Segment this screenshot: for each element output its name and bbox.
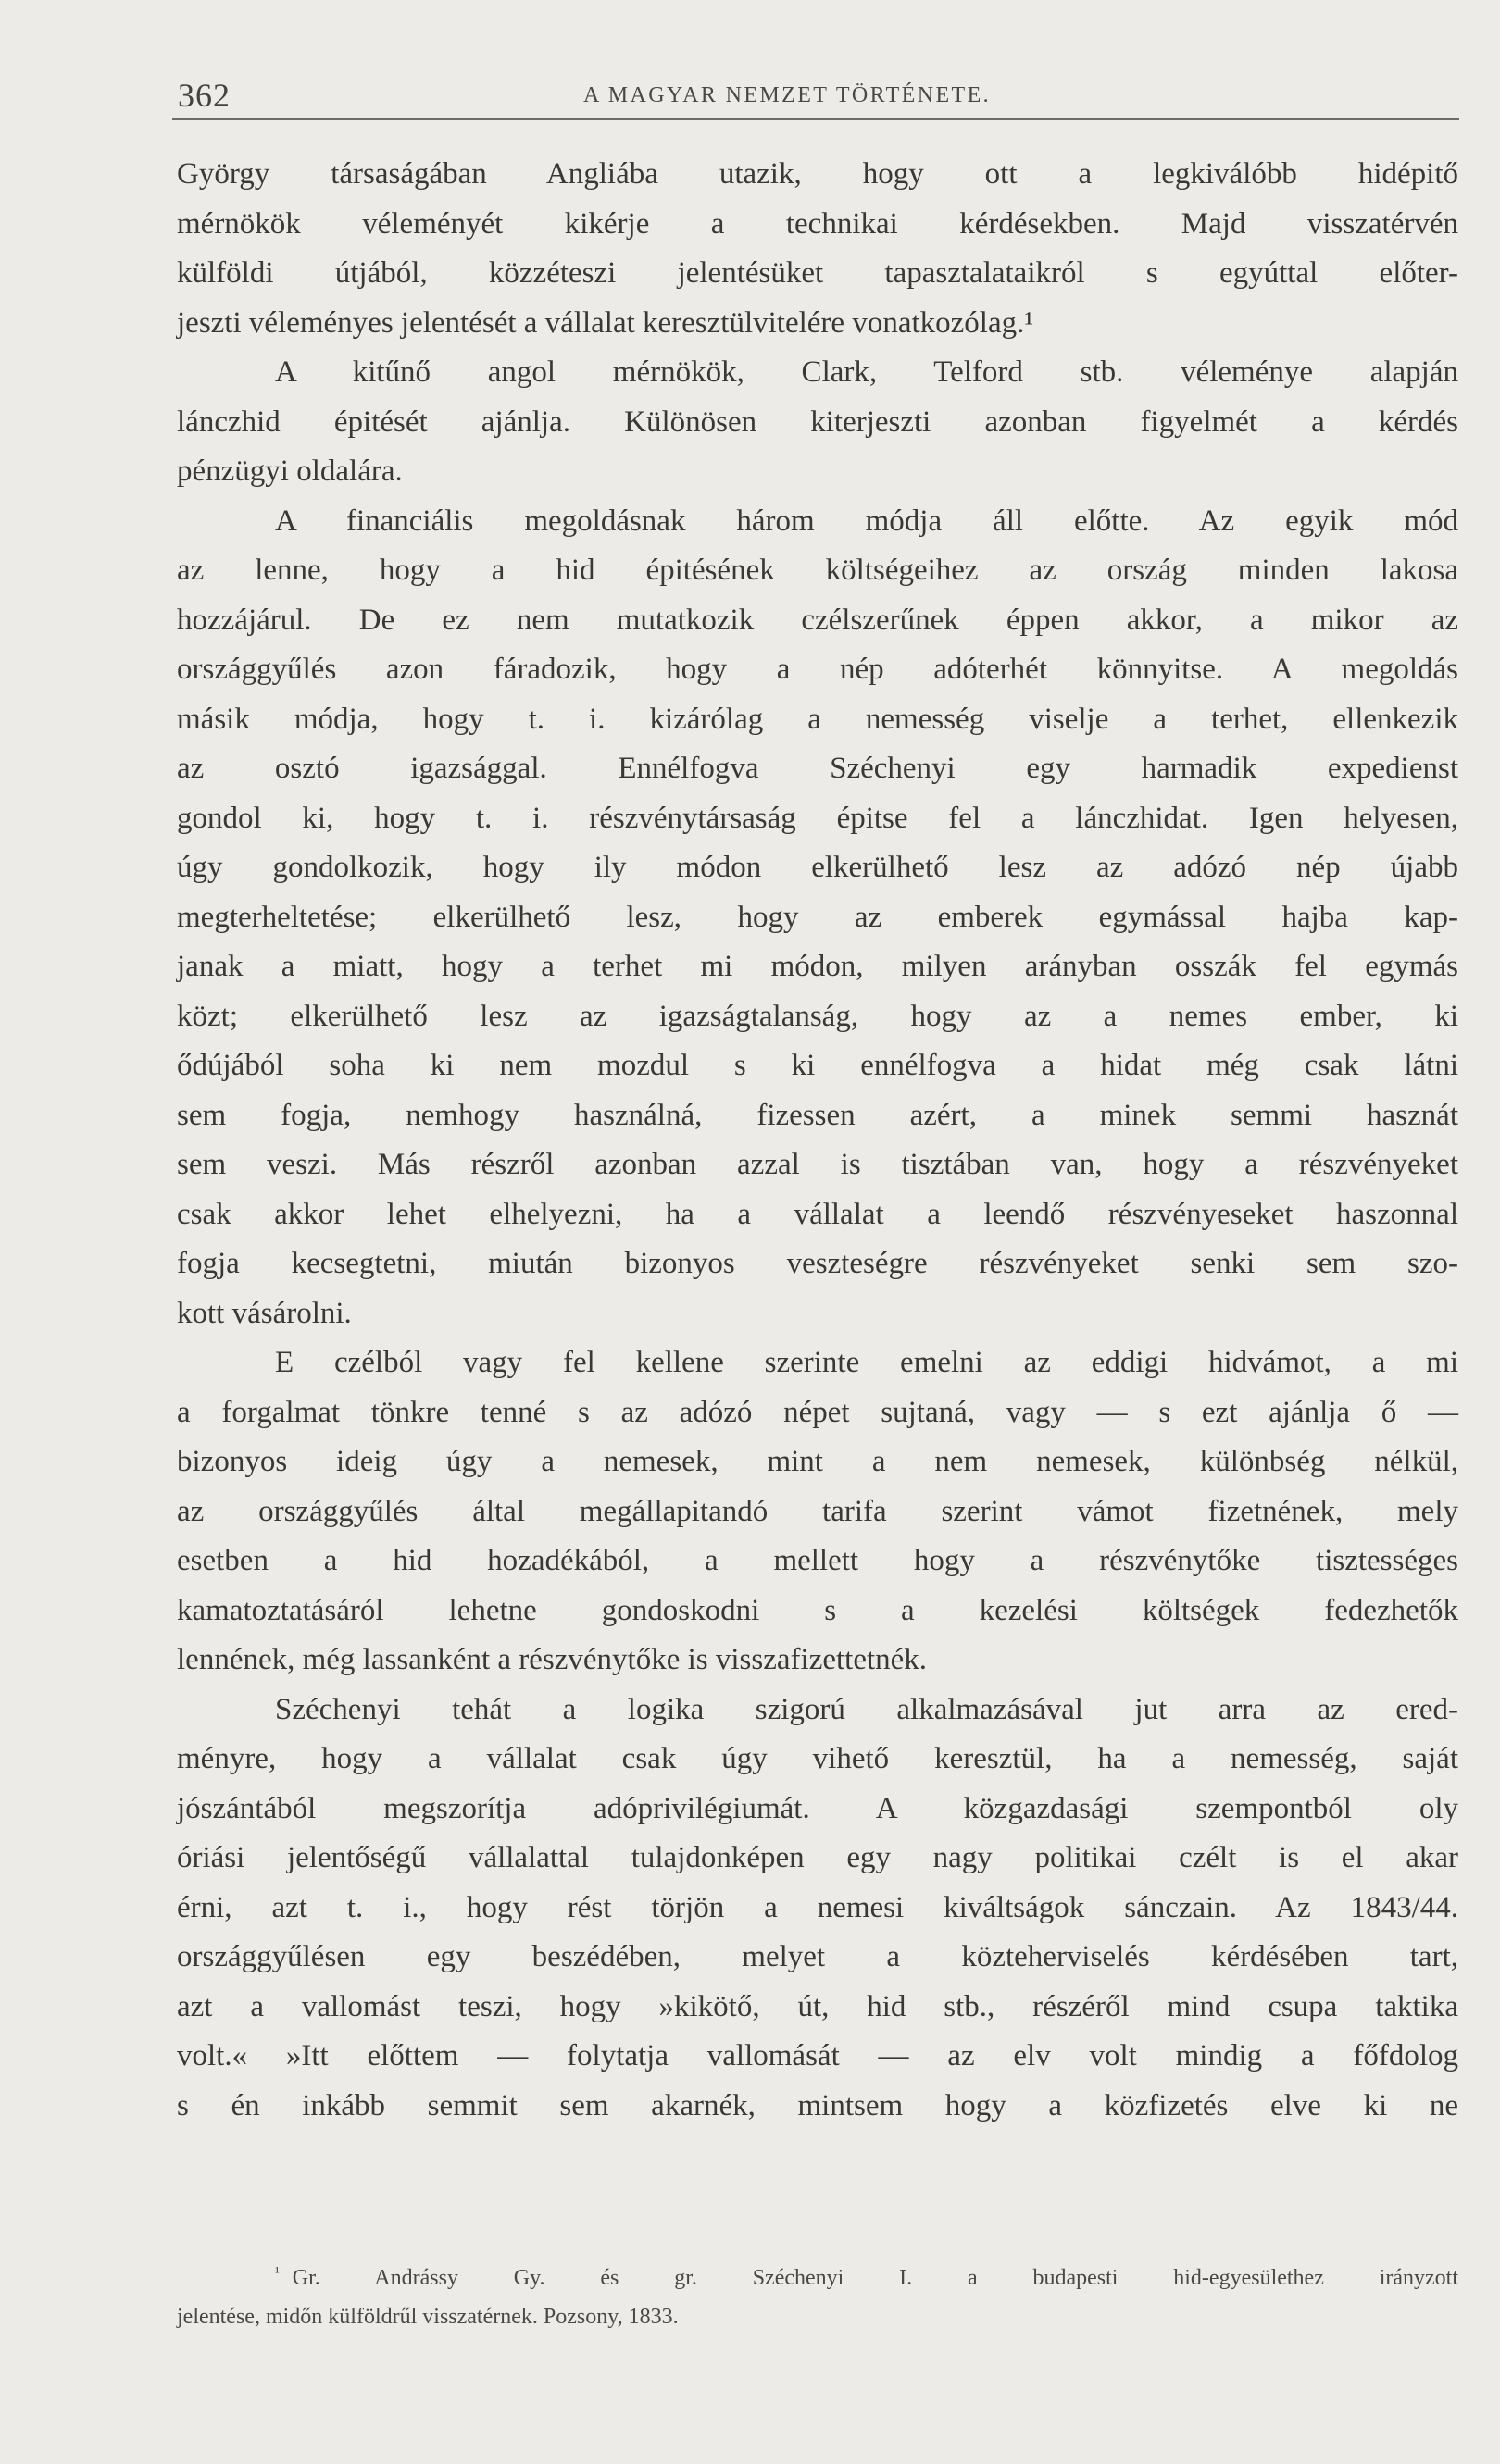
text-line: A kitűnő angol mérnökök, Clark, Telford stb. véleménye alapján <box>275 355 1458 389</box>
text-line: pénzügyi oldalára. <box>177 454 403 488</box>
text-line: esetben a hid hozadékából, a mellett hogy a részvénytőke tisztességes <box>177 1544 1458 1577</box>
text-line: csak akkor lehet elhelyezni, ha a vállalat a leendő részvényeseket haszonnal <box>177 1197 1458 1231</box>
text-line: ődújából soha ki nem mozdul s ki ennélfogva a hidat még csak látni <box>177 1049 1458 1082</box>
text-line: külföldi útjából, közzéteszi jelentésüket tapasztalataikról s egyúttal előter- <box>177 256 1458 290</box>
text-line: óriási jelentőségű vállalattal tulajdonképen egy nagy politikai czélt is el akar <box>177 1841 1458 1874</box>
text-line: másik módja, hogy t. i. kizárólag a nemesség viselje a terhet, ellenkezik <box>177 702 1458 736</box>
text-line: mérnökök véleményét kikérje a technikai kérdésekben. Majd visszatérvén <box>177 206 1458 241</box>
text-line: az országgyűlés által megállapitandó tarifa szerint vámot fizetnének, mely <box>177 1494 1458 1528</box>
text-line: Széchenyi tehát a logika szigorú alkalmazásával jut arra az ered- <box>275 1692 1458 1726</box>
text-line: hozzájárul. De ez nem mutatkozik czélszerűnek éppen akkor, a mikor az <box>177 603 1458 637</box>
text-line: sem veszi. Más részről azonban azzal is tisztában van, hogy a részvényeket <box>177 1148 1458 1181</box>
footnote-marker: ¹ <box>275 2265 280 2281</box>
text-line: az osztó igazsággal. Ennélfogva Széchenyi egy harmadik expedienst <box>177 752 1458 785</box>
text-line: sem fogja, nemhogy használná, fizessen azért, a minek semmi hasznát <box>177 1098 1458 1132</box>
text-line: azt a vallomást teszi, hogy »kikötő, út, hid stb., részéről mind csupa taktika <box>177 1989 1458 2023</box>
page-number: 362 <box>178 77 231 114</box>
text-line: A financiális megoldásnak három módja áll előtte. Az egyik mód <box>275 504 1458 538</box>
text-line: országgyűlésen egy beszédében, melyet a közteherviselés kérdésében tart, <box>177 1940 1458 1973</box>
text-line: György társaságában Angliába utazik, hogy ott a legkiválóbb hidépitő <box>177 157 1458 191</box>
text-line: közt; elkerülhető lesz az igazságtalanság, hogy az a nemes ember, ki <box>177 999 1458 1033</box>
text-line: lánczhid épitését ajánlja. Különösen kiterjeszti azonban figyelmét a kérdés <box>177 404 1458 439</box>
text-line: jeszti véleményes jelentését a vállalat keresztülvitelére vonatkozólag.¹ <box>177 305 1034 340</box>
text-line: s én inkább semmit sem akarnék, mintsem hogy a közfizetés elve ki ne <box>177 2088 1458 2122</box>
running-title: A MAGYAR NEMZET TÖRTÉNETE. <box>583 83 992 107</box>
text-line: volt.« »Itt előttem — folytatja vallomását — az elv volt mindig a főfdolog <box>177 2039 1458 2072</box>
text-line: érni, azt t. i., hogy rést törjön a nemesi kiváltságok sánczain. Az 1843/44. <box>177 1890 1458 1924</box>
text-line: fogja kecsegtetni, miután bizonyos veszteségre részvényeket senki sem szo- <box>177 1247 1458 1280</box>
text-line: kamatoztatásáról lehetne gondoskodni s a kezelési költségek fedezhetők <box>177 1593 1458 1627</box>
text-line: az lenne, hogy a hid épitésének költségeihez az ország minden lakosa <box>177 554 1458 587</box>
footnote-line <box>177 2254 1458 2297</box>
text-line: bizonyos ideig úgy a nemesek, mint a nem nemesek, különbség nélkül, <box>177 1445 1458 1478</box>
text-line: lennének, még lassanként a részvénytőke is visszafizettetnék. <box>177 1643 928 1676</box>
body-text <box>177 150 1458 2131</box>
text-line: a forgalmat tönkre tenné s az adózó népet sujtaná, vagy — s ezt ajánlja ő — <box>177 1395 1458 1429</box>
footnote-line: jelentése, midőn külföldrűl visszatérnek. Pozsony, 1833. <box>177 2305 679 2329</box>
text-line: kott vásárolni. <box>177 1296 352 1330</box>
footnotes <box>177 2254 1458 2336</box>
text-line: jószántából megszorítja adóprivilégiumát. A közgazdasági szempontból oly <box>177 1791 1458 1825</box>
text-line: úgy gondolkozik, hogy ily módon elkerülhető lesz az adózó nép újabb <box>177 851 1458 884</box>
text-line: janak a miatt, hogy a terhet mi módon, milyen arányban osszák fel egymás <box>177 950 1458 983</box>
text-line: gondol ki, hogy t. i. részvénytársaság épitse fel a lánczhidat. Igen helyesen, <box>177 801 1458 835</box>
text-line: E czélból vagy fel kellene szerinte emelni az eddigi hidvámot, a mi <box>275 1346 1458 1379</box>
text-line: megterheltetése; elkerülhető lesz, hogy az emberek egymással hajba kap- <box>177 900 1458 934</box>
text-line: ményre, hogy a vállalat csak úgy vihető keresztül, ha a nemesség, saját <box>177 1742 1458 1775</box>
footnote-text: Gr. Andrássy Gy. és gr. Széchenyi I. a budapesti hid-egyesülethez irányzott <box>292 2266 1458 2290</box>
running-header <box>172 76 1459 120</box>
text-line: országgyűlés azon fáradozik, hogy a nép adóterhét könnyitse. A megoldás <box>177 653 1458 686</box>
